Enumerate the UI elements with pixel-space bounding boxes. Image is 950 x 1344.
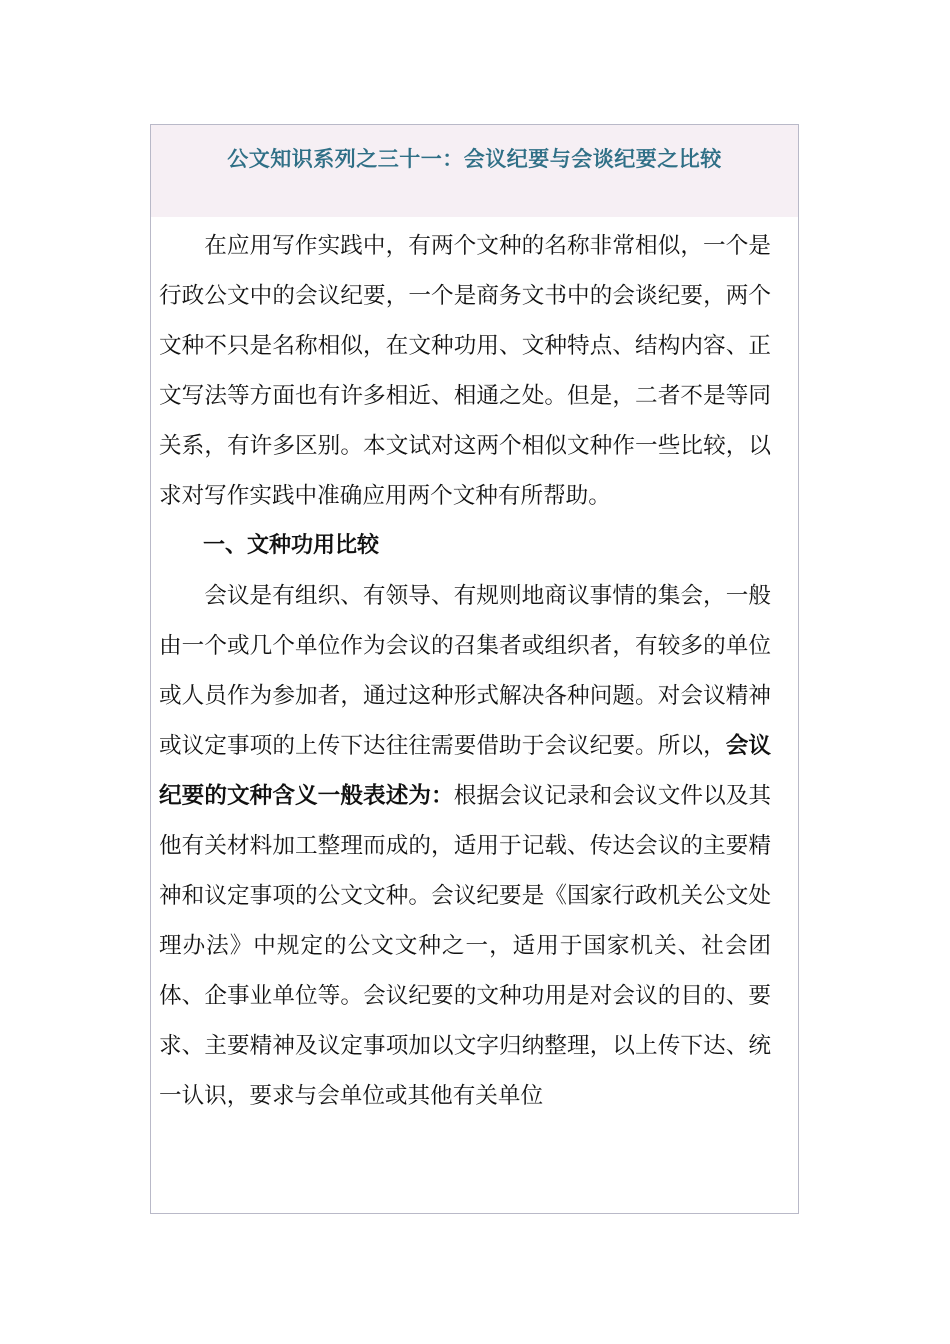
section1-p1-definition-lead: 会议纪要的文种含义一般表述为： <box>159 733 772 809</box>
document-frame <box>150 124 799 1214</box>
section1-p1-lead: 会议是有组织、有领导、有规则地商议事情的集会，一般由一个或几个单位作为会议的召集者或组织者，有较多的单位或人员作为参加者，通过这种形式解决各种问题。对会议精神或议定事项的上传下达往往需要借助于会议纪要。所以， <box>159 583 771 759</box>
section1-p1-rest: 根据会议记录和会议文件以及其他有关材料加工整理而成的，适用于记载、传达会议的主要精神和议定事项的公文文种。会议纪要是《国家行政机关公文处理办法》中规定的公文文种之一，适用于国家机关、社会团体、企事业单位等。会议纪要的文种功用是对会议的目的、要求、主要精神及议定事项加以文字归纳整理，以上传下达、统一认识，要求与会单位或其他有关单位 <box>159 783 771 1109</box>
section-heading-1: 一、文种功用比较 <box>203 533 380 558</box>
document-body <box>159 221 771 1121</box>
title-band <box>151 125 798 217</box>
document-title: 公文知识系列之三十一：会议纪要与会谈纪要之比较 <box>227 147 722 171</box>
section1-paragraph-1 <box>159 571 771 1121</box>
intro-paragraph: 在应用写作实践中，有两个文种的名称非常相似，一个是行政公文中的会议纪要，一个是商务文书中的会谈纪要，两个文种不只是名称相似，在文种功用、文种特点、结构内容、正文写法等方面也有许多相近、相通之处。但是，二者不是等同关系，有许多区别。本文试对这两个相似文种作一些比较，以求对写作实践中准确应用两个文种有所帮助。 <box>159 233 771 509</box>
